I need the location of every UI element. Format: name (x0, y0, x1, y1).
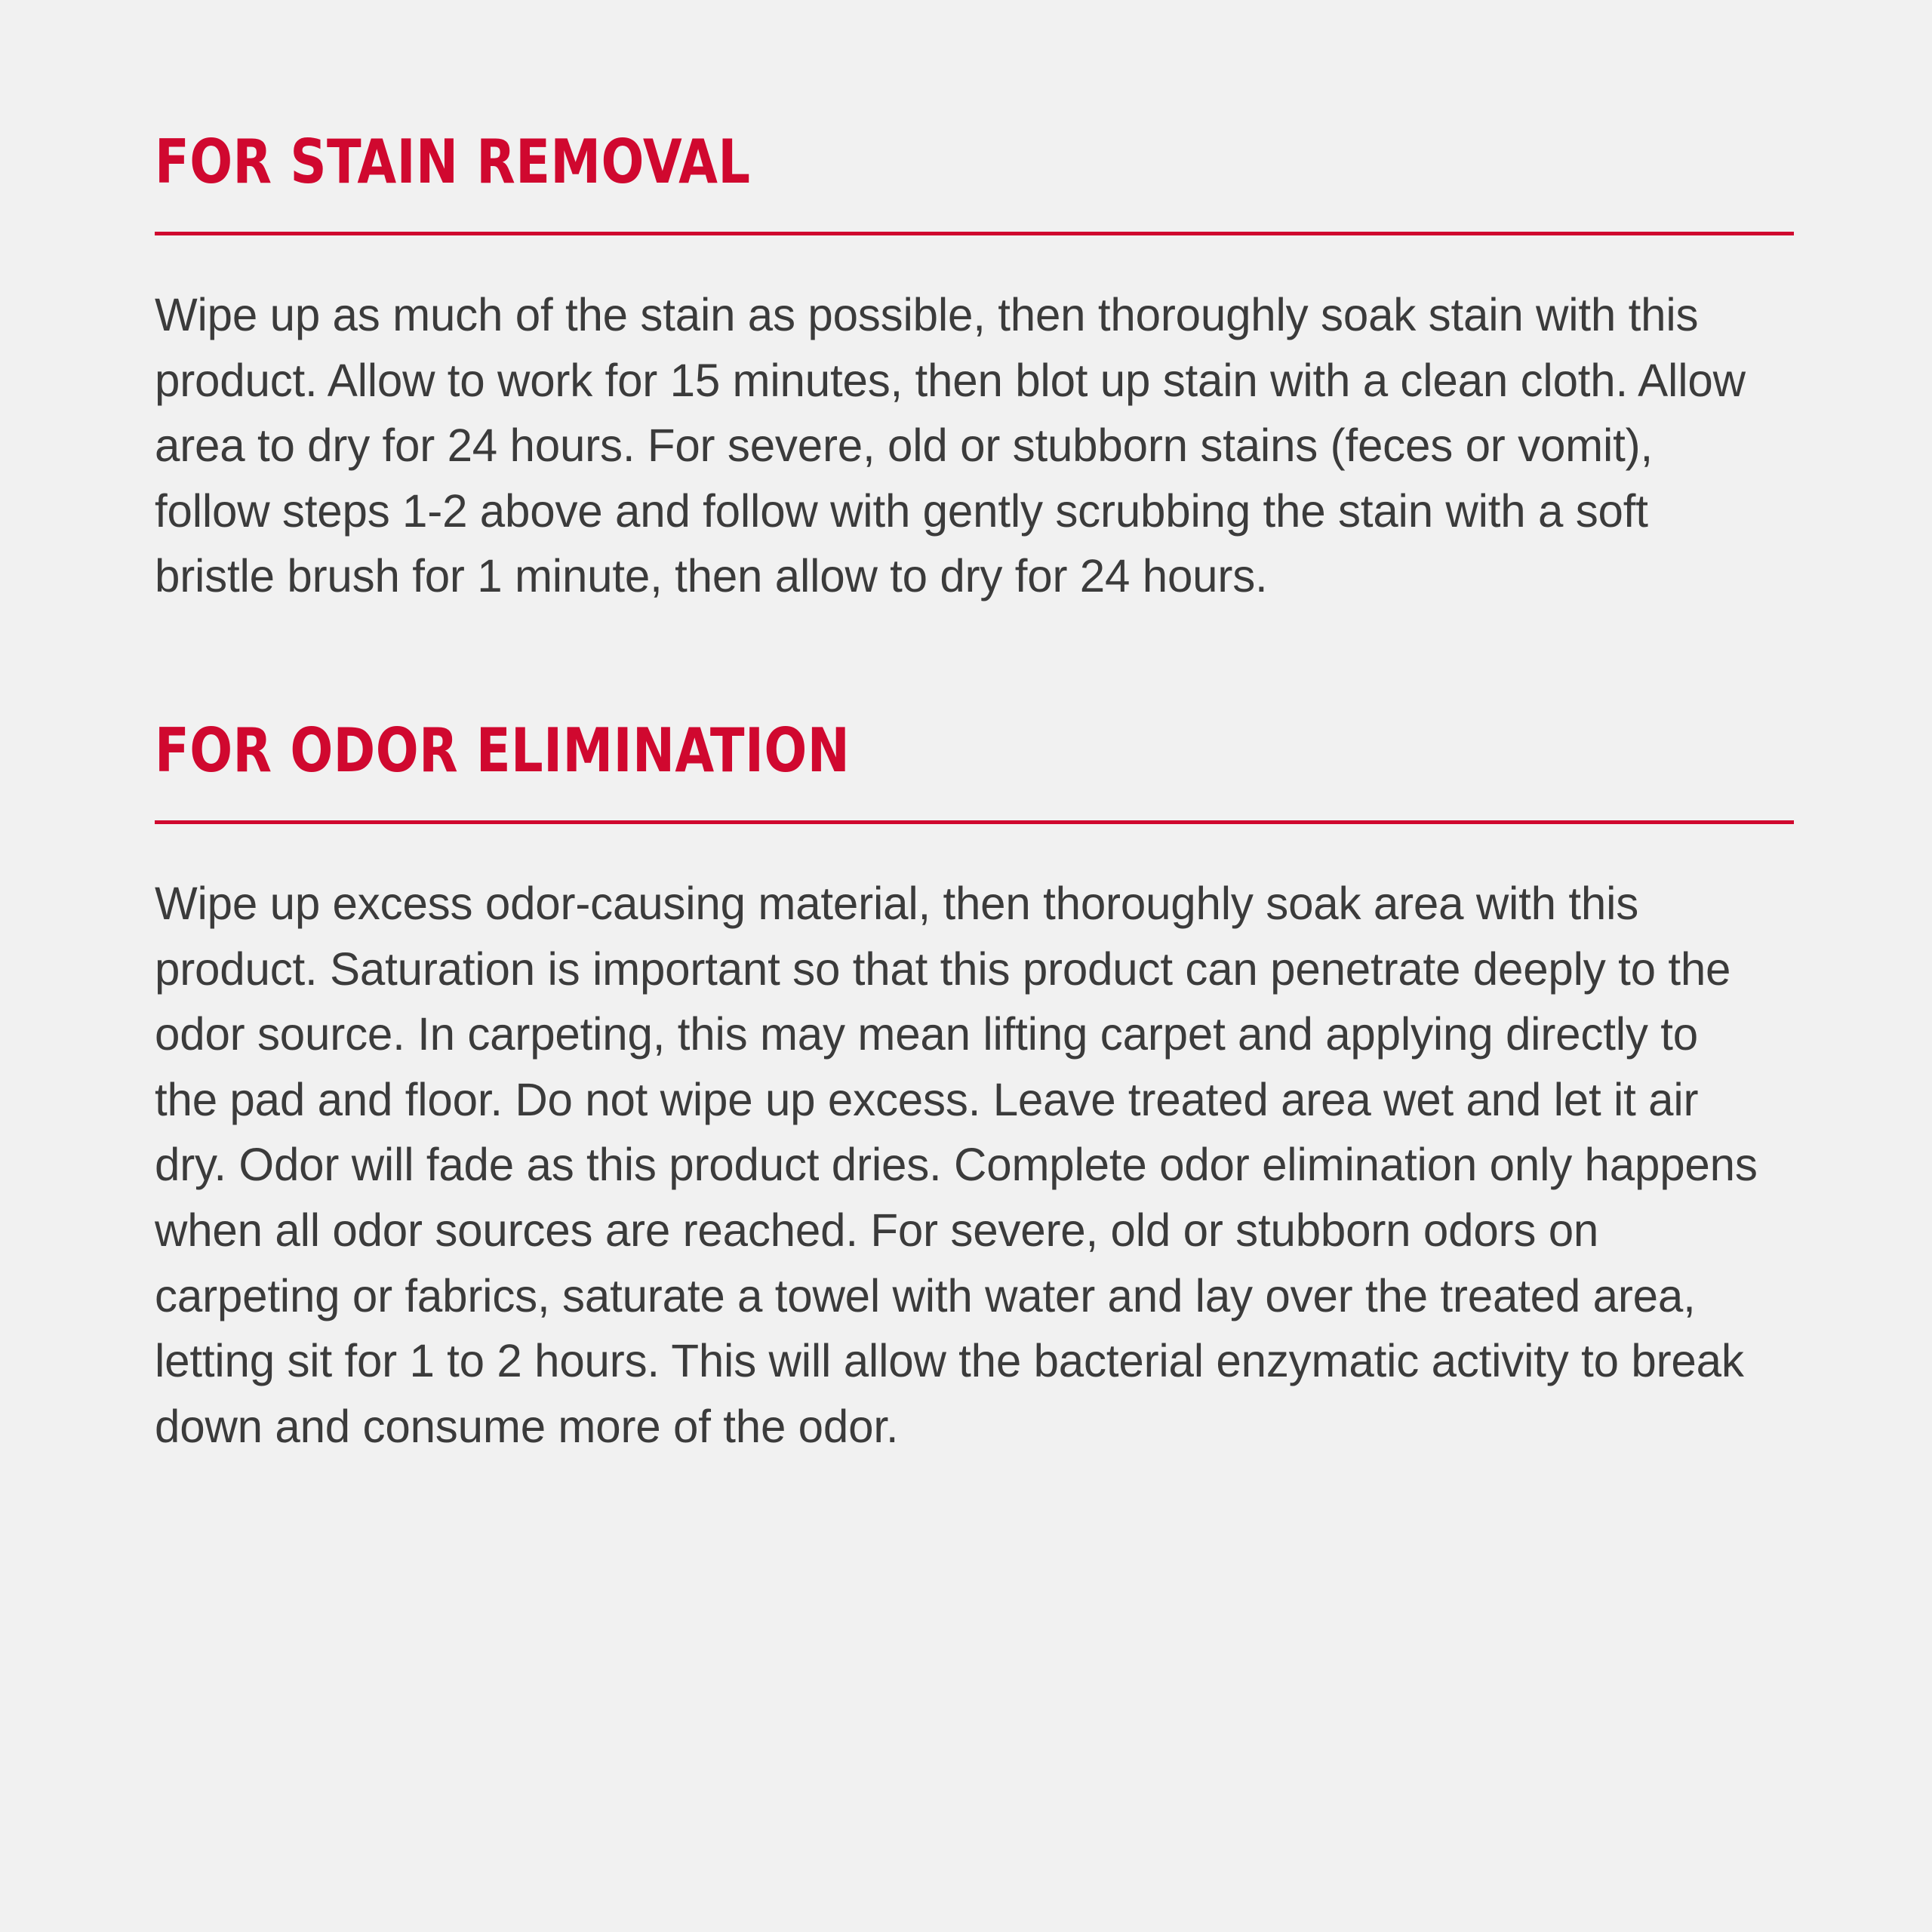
section-body-odor-elimination: Wipe up excess odor-causing material, then thoroughly soak area with this product. Saturation is important so that this product can penetrate deeply to the odor source. In carpeting, this may mean lifting carpet and applying directly to the pad and floor. Do not wipe up excess. Leave treated area wet and let it air dry. Odor will fade as this product dries. Complete odor elimination only happens when all odor sources are reached. For severe, old or stubborn odors on carpeting or fabrics, saturate a towel with water and lay over the treated area, letting sit for 1 to 2 hours. This will allow the bacterial enzymatic activity to break down and consume more of the odor. (155, 878, 1758, 1452)
section-stain-removal (155, 127, 1796, 609)
section-odor-elimination (155, 715, 1796, 1459)
section-heading-stain-removal: FOR STAIN REMOVAL (155, 127, 751, 197)
section-heading-odor-elimination: FOR ODOR ELIMINATION (155, 715, 851, 786)
section-body-stain-removal: Wipe up as much of the stain as possible, then thoroughly soak stain with this product. Allow to work for 15 minutes, then blot up stain with a clean cloth. Allow area to dry for 24 hours. For severe, old or stubborn stains (feces or vomit), follow steps 1-2 above and follow with gently scrubbing the stain with a soft bristle brush for 1 minute, then allow to dry for 24 hours. (155, 289, 1746, 602)
heading-divider-stain-removal (155, 232, 1794, 235)
heading-divider-odor-elimination (155, 820, 1794, 824)
